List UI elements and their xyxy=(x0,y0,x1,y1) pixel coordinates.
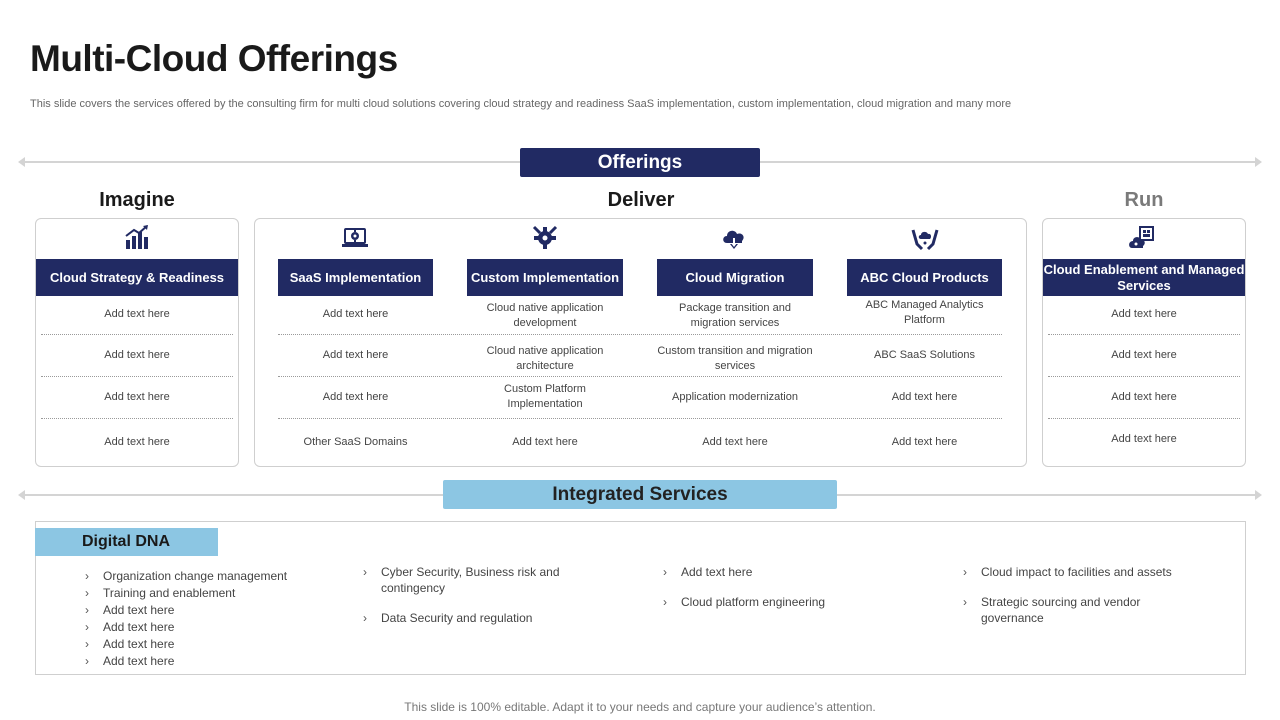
hands-cloud-icon xyxy=(911,224,939,252)
column-item: Custom transition and migration services xyxy=(657,345,813,372)
footer-note: This slide is 100% editable. Adapt it to your needs and capture your audience’s attention. xyxy=(404,700,876,714)
column-item: Application modernization xyxy=(672,390,798,403)
column-item: ABC SaaS Solutions xyxy=(874,348,975,361)
column-item: Add text here xyxy=(1111,390,1177,403)
arrow-left-icon xyxy=(18,490,25,500)
cloud-download-icon xyxy=(720,224,748,252)
column-item: Add text here xyxy=(1111,348,1177,361)
column-item: Add text here xyxy=(104,390,170,403)
column-header: SaaS Implementation xyxy=(278,259,433,296)
column-item: Package transition and migration services xyxy=(679,302,791,329)
row-divider xyxy=(41,418,233,419)
column-header: Cloud Migration xyxy=(657,259,813,296)
arrow-left-icon xyxy=(18,157,25,167)
integrated-list-2 xyxy=(363,564,563,640)
column-item: Add text here xyxy=(1111,307,1177,320)
column-item: Cloud native application architecture xyxy=(486,345,604,372)
integrated-list-4 xyxy=(963,564,1203,640)
growth-chart-icon xyxy=(123,224,151,252)
list-item: › Organization change management xyxy=(85,568,325,584)
row-divider xyxy=(41,334,233,335)
integrated-services-banner: Integrated Services xyxy=(443,480,837,509)
column-item: Add text here xyxy=(104,435,170,448)
list-item: › Add text here xyxy=(85,619,325,635)
digital-dna-tag: Digital DNA xyxy=(35,528,218,556)
list-item: › Data Security and regulation xyxy=(363,610,563,626)
integrated-list-3 xyxy=(663,564,903,624)
column-item: Add text here xyxy=(891,435,958,448)
row-divider xyxy=(1048,334,1240,335)
column-item: Custom Platform Implementation xyxy=(504,383,586,410)
offerings-banner: Offerings xyxy=(520,148,760,177)
arrow-right-icon xyxy=(1255,157,1262,167)
row-divider xyxy=(278,376,1002,377)
cloud-services-icon xyxy=(1128,224,1156,252)
phase-imagine: Imagine xyxy=(99,189,175,211)
row-divider xyxy=(278,418,1002,419)
list-item: › Add text here xyxy=(85,602,325,618)
list-item: › Add text here xyxy=(663,564,903,580)
column-item: Add text here xyxy=(104,307,170,320)
phase-run: Run xyxy=(1124,189,1164,211)
list-item: › Training and enablement xyxy=(85,585,325,601)
column-header: ABC Cloud Products xyxy=(847,259,1002,296)
list-item: › Add text here xyxy=(85,653,325,669)
page-title: Multi-Cloud Offerings xyxy=(30,38,398,79)
column-item: Add text here xyxy=(104,348,170,361)
column-item: Add text here xyxy=(512,435,578,448)
row-divider xyxy=(1048,376,1240,377)
arrow-right-icon xyxy=(1255,490,1262,500)
page-subtitle: This slide covers the services offered by the consulting firm for multi cloud solutions covering cloud strategy and readiness SaaS implementation, custom implementation, cloud migration and many more xyxy=(30,98,1012,110)
column-header: Cloud Strategy & Readiness xyxy=(36,259,238,296)
list-item: › Add text here xyxy=(85,636,325,652)
column-item: Add text here xyxy=(322,348,389,361)
column-item: ABC Managed Analytics Platform xyxy=(865,299,984,326)
column-item: Cloud native application development xyxy=(486,302,604,329)
column-header: Custom Implementation xyxy=(467,259,623,296)
column-item: Add text here xyxy=(322,390,389,403)
list-item: › Cloud impact to facilities and assets xyxy=(963,564,1203,580)
column-item: Add text here xyxy=(322,307,389,320)
integrated-list-1 xyxy=(85,568,325,670)
column-header: Cloud Enablement and Managed Services xyxy=(1043,259,1245,296)
column-item: Add text here xyxy=(702,435,768,448)
list-item: › Cyber Security, Business risk and contingency xyxy=(363,564,563,596)
row-divider xyxy=(278,334,1002,335)
phase-deliver: Deliver xyxy=(607,189,675,211)
list-item: › Cloud platform engineering xyxy=(663,594,903,610)
laptop-gear-icon xyxy=(341,224,369,252)
column-item: Other SaaS Domains xyxy=(303,435,408,448)
gear-wrench-icon xyxy=(531,224,559,252)
list-item: › Strategic sourcing and vendor governance xyxy=(963,594,1203,626)
column-item: Add text here xyxy=(1111,432,1177,445)
row-divider xyxy=(1048,418,1240,419)
column-item: Add text here xyxy=(891,390,958,403)
row-divider xyxy=(41,376,233,377)
